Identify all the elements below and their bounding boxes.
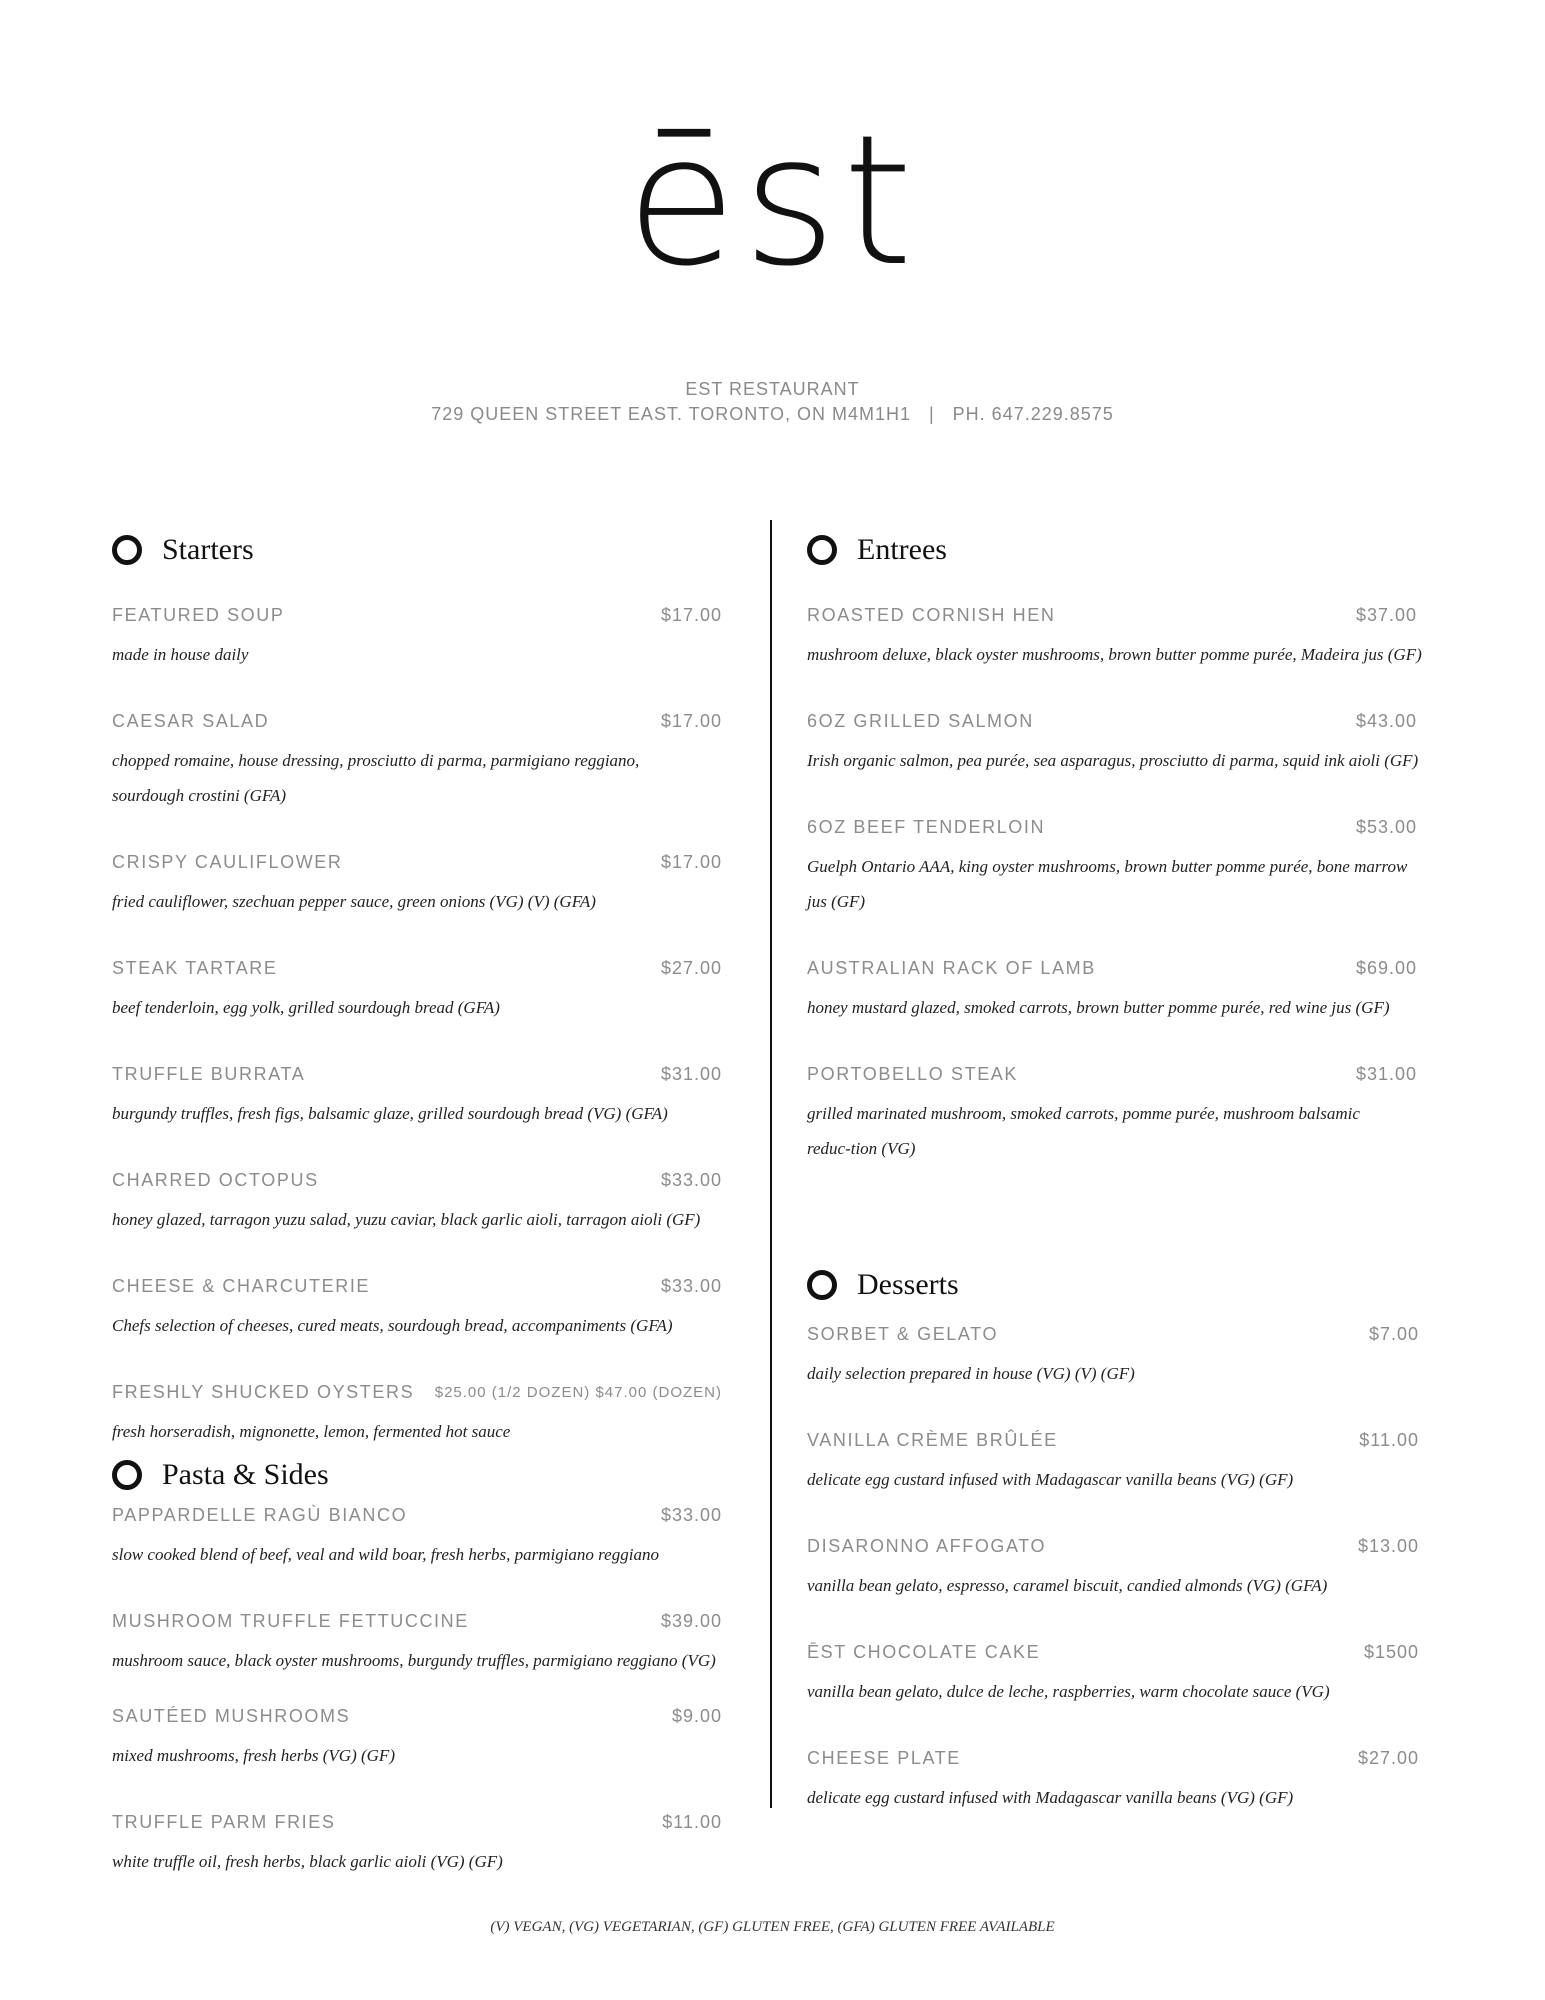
item-name: CHEESE PLATE: [807, 1748, 961, 1768]
item-price: $33.00: [660, 1276, 722, 1296]
item-name: 6OZ BEEF TENDERLOIN: [807, 817, 1046, 837]
item-description: Chefs selection of cheeses, cured meats, sourdough bread, accompaniments (GFA): [112, 1316, 673, 1335]
item-price: $17.00: [660, 605, 722, 625]
circle-bullet-icon: [807, 1270, 837, 1300]
item-name: CRISPY CAULIFLOWER: [112, 852, 343, 872]
item-price: $33.00: [660, 1505, 722, 1525]
item-description: mushroom sauce, black oyster mushrooms, burgundy truffles, parmigiano reggiano (VG): [112, 1651, 716, 1670]
dietary-legend: (V) VEGAN, (VG) VEGETARIAN, (GF) GLUTEN FREE, (GFA) GLUTEN FREE AVAILABLE: [490, 1919, 1055, 1935]
item-name: SORBET & GELATO: [807, 1324, 999, 1344]
item-price: $31.00: [1355, 1064, 1417, 1084]
item-price: $13.00: [1357, 1536, 1419, 1556]
item-price: $37.00: [1355, 605, 1417, 625]
item-name: DISARONNO AFFOGATO: [807, 1536, 1047, 1556]
item-price: $11.00: [1359, 1430, 1419, 1450]
item-description: Guelph Ontario AAA, king oyster mushrooms, brown butter pomme purée, bone marrow jus (GF): [807, 857, 1408, 911]
item-price: $33.00: [660, 1170, 722, 1190]
item-price: $43.00: [1355, 711, 1417, 731]
item-description: slow cooked blend of beef, veal and wild boar, fresh herbs, parmigiano reggiano: [112, 1545, 659, 1564]
item-description: mixed mushrooms, fresh herbs (VG) (GF): [112, 1746, 395, 1765]
item-description: grilled marinated mushroom, smoked carrots, pomme purée, mushroom balsamic reduc-tion (VG): [807, 1104, 1360, 1158]
item-description: beef tenderloin, egg yolk, grilled sourdough bread (GFA): [112, 998, 500, 1017]
item-name: STEAK TARTARE: [112, 958, 278, 978]
section-header-entrees: [807, 530, 947, 570]
item-price: $53.00: [1355, 817, 1417, 837]
item-name: TRUFFLE BURRATA: [112, 1064, 306, 1084]
item-description: fresh horseradish, mignonette, lemon, fermented hot sauce: [112, 1422, 511, 1441]
item-name: PORTOBELLO STEAK: [807, 1064, 1019, 1084]
item-description: burgundy truffles, fresh figs, balsamic glaze, grilled sourdough bread (VG) (GFA): [112, 1104, 668, 1123]
item-price: $27.00: [660, 958, 722, 978]
item-description: delicate egg custard infused with Madagascar vanilla beans (VG) (GF): [807, 1470, 1294, 1489]
item-description: delicate egg custard infused with Madagascar vanilla beans (VG) (GF): [807, 1788, 1294, 1807]
item-name: ROASTED CORNISH HEN: [807, 605, 1056, 625]
item-name: CAESAR SALAD: [112, 711, 270, 731]
item-name: 6OZ GRILLED SALMON: [807, 711, 1034, 731]
item-price: $17.00: [660, 852, 722, 872]
circle-bullet-icon: [807, 535, 837, 565]
item-name: FEATURED SOUP: [112, 605, 285, 625]
restaurant-address: 729 QUEEN STREET EAST. TORONTO, ON M4M1H1 | PH. 647.229.8575: [431, 404, 1114, 424]
restaurant-logo: ēst: [625, 97, 920, 306]
item-name: SAUTÉED MUSHROOMS: [112, 1706, 351, 1726]
item-description: vanilla bean gelato, dulce de leche, raspberries, warm chocolate sauce (VG): [807, 1682, 1330, 1701]
item-description: honey glazed, tarragon yuzu salad, yuzu caviar, black garlic aioli, tarragon aioli (GF): [112, 1210, 701, 1229]
item-price: $7.00: [1368, 1324, 1419, 1344]
item-description: made in house daily: [112, 645, 249, 664]
item-name: AUSTRALIAN RACK OF LAMB: [807, 958, 1096, 978]
section-title: Desserts: [857, 1268, 959, 1301]
item-price: $17.00: [660, 711, 722, 731]
section-header-starters: [112, 530, 254, 570]
section-title: Entrees: [857, 533, 947, 566]
circle-bullet-icon: [112, 1460, 142, 1490]
column-divider: [770, 520, 772, 1808]
item-price: $11.00: [662, 1812, 722, 1832]
item-description: mushroom deluxe, black oyster mushrooms, brown butter pomme purée, Madeira jus (GF): [807, 645, 1422, 664]
section-header-desserts: [807, 1265, 959, 1305]
item-name: ĒST CHOCOLATE CAKE: [807, 1642, 1041, 1662]
item-price: $69.00: [1355, 958, 1417, 978]
item-description: fried cauliflower, szechuan pepper sauce, green onions (VG) (V) (GFA): [112, 892, 596, 911]
item-name: FRESHLY SHUCKED OYSTERS: [112, 1382, 415, 1402]
section-header-pasta: [112, 1455, 329, 1495]
item-name: VANILLA CRÈME BRÛLÉE: [807, 1430, 1058, 1450]
circle-bullet-icon: [112, 535, 142, 565]
item-description: chopped romaine, house dressing, prosciutto di parma, parmigiano reggiano, sourdough crostini (GFA): [112, 751, 640, 805]
item-name: CHARRED OCTOPUS: [112, 1170, 319, 1190]
restaurant-name: EST RESTAURANT: [685, 379, 860, 399]
item-price: $31.00: [660, 1064, 722, 1084]
item-name: MUSHROOM TRUFFLE FETTUCCINE: [112, 1611, 469, 1631]
item-price: $27.00: [1357, 1748, 1419, 1768]
item-name: CHEESE & CHARCUTERIE: [112, 1276, 371, 1296]
item-name: PAPPARDELLE RAGÙ BIANCO: [112, 1505, 408, 1525]
item-description: daily selection prepared in house (VG) (V) (GF): [807, 1364, 1135, 1383]
item-description: honey mustard glazed, smoked carrots, brown butter pomme purée, red wine jus (GF): [807, 998, 1390, 1017]
item-description: vanilla bean gelato, espresso, caramel biscuit, candied almonds (VG) (GFA): [807, 1576, 1328, 1595]
item-price: $25.00 (1/2 DOZEN) $47.00 (DOZEN): [434, 1384, 722, 1401]
section-title: Starters: [162, 533, 254, 566]
item-description: Irish organic salmon, pea purée, sea asparagus, prosciutto di parma, squid ink aioli (GF): [807, 751, 1419, 770]
section-title: Pasta & Sides: [162, 1458, 329, 1491]
item-price: $39.00: [660, 1611, 722, 1631]
item-price: $9.00: [671, 1706, 722, 1726]
item-price: $1500: [1363, 1642, 1419, 1662]
item-name: TRUFFLE PARM FRIES: [112, 1812, 336, 1832]
item-description: white truffle oil, fresh herbs, black garlic aioli (VG) (GF): [112, 1852, 503, 1871]
